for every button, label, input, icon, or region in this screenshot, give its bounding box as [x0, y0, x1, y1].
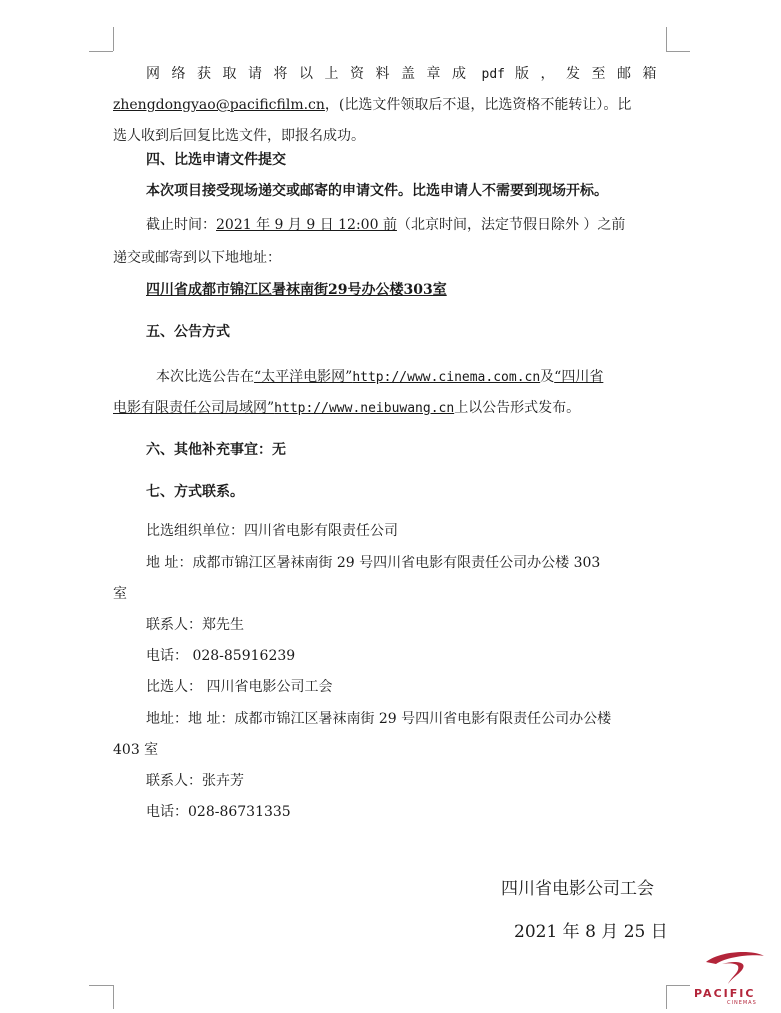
section-4-heading: 四、比选申请文件提交 — [146, 152, 286, 168]
bidder-address-line-1: 地址：地 址：成都市锦江区暑袜南街 29 号四川省电影有限责任公司办公楼 — [146, 711, 612, 727]
announce-line-1 — [156, 367, 603, 388]
p1-text-a: 网络获取请将以上资料盖章成 — [146, 66, 478, 82]
organizer-address-line-2: 室 — [113, 586, 127, 602]
organizer-phone: 电话： 028-85916239 — [146, 648, 296, 664]
email-link[interactable]: zhengdongyao@pacificfilm.cn — [113, 97, 325, 113]
bidder-phone: 电话：028-86731335 — [146, 804, 291, 820]
organizer-line: 比选组织单位：四川省电影有限责任公司 — [146, 523, 398, 539]
signature-date: 2021 年 8 月 25 日 — [514, 922, 668, 942]
section-6-heading: 六、其他补充事宜：无 — [146, 442, 286, 458]
deadline-line-2: 递交或邮寄到以下地地址： — [113, 250, 281, 266]
logo-wordmark: PACIFIC — [694, 987, 756, 1000]
url-cinema[interactable]: http://www.cinema.com.cn — [352, 370, 541, 385]
bidder-contact: 联系人：张卉芳 — [146, 773, 244, 789]
announce-text-a: 本次比选公告在 — [156, 369, 254, 385]
p1-text-2b: ，(比选文件领取后不退，比选资格不能转让）。比 — [324, 97, 632, 113]
announce-site-2a: “四川省 — [554, 369, 604, 385]
section-7-heading: 七、方式联系。 — [146, 484, 244, 500]
bidder-address-line-2: 403 室 — [113, 742, 159, 758]
deadline-value: 2021 年 9 月 9 日 12:00 前 — [216, 217, 397, 233]
deadline-label: 截止时间： — [146, 217, 216, 233]
organizer-address-line-1: 地 址：成都市锦江区暑袜南街 29 号四川省电影有限责任公司办公楼 303 — [146, 555, 601, 571]
deadline-note: （北京时间，法定节假日除外 ）之前 — [396, 217, 626, 233]
p1-line-3: 选人收到后回复比选文件，即报名成功。 — [113, 128, 365, 144]
logo-subtitle: CINEMAS — [727, 1000, 757, 1006]
deadline-line — [146, 215, 625, 235]
bidder-line: 比选人： 四川省电影公司工会 — [146, 679, 333, 695]
signature-org: 四川省电影公司工会 — [501, 879, 654, 899]
section-5-heading: 五、公告方式 — [146, 324, 230, 340]
p1-pdf: pdf — [481, 67, 505, 82]
p1-line-1 — [146, 64, 668, 85]
announce-text-d: 及 — [540, 369, 555, 385]
announce-site-2b: 电影有限责任公司局域网” — [113, 400, 275, 416]
url-neibuwang[interactable]: http://www.neibuwang.cn — [274, 401, 455, 416]
announce-site-1: “太平洋电影网” — [254, 369, 353, 385]
submission-address: 四川省成都市锦江区暑袜南街29号办公楼303室 — [146, 282, 447, 298]
announce-line-2 — [113, 398, 580, 419]
p1-text-c: 版，发至邮箱 — [514, 66, 668, 82]
announce-text-end: 上以公告形式发布。 — [454, 400, 581, 416]
organizer-contact: 联系人：郑先生 — [146, 617, 244, 633]
section-4-bold-line: 本次项目接受现场递交或邮寄的申请文件。比选申请人不需要到现场开标。 — [146, 183, 608, 199]
p1-line-2 — [113, 95, 631, 115]
